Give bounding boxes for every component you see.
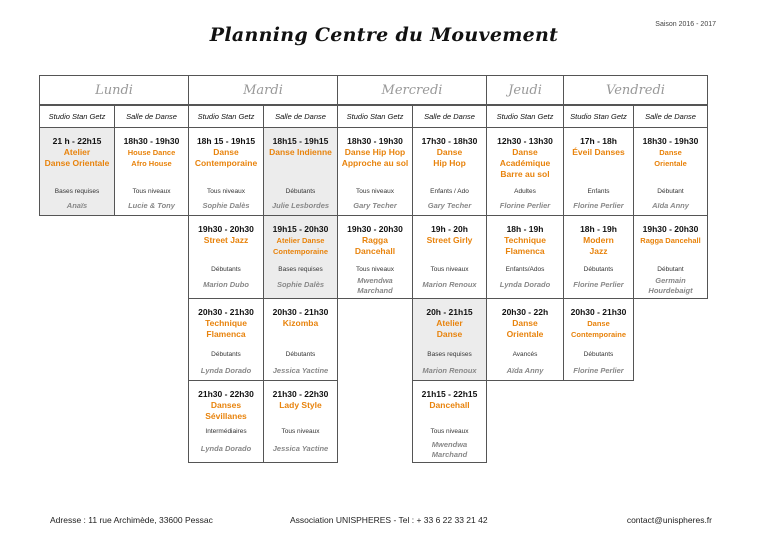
class-level: Adultes [514,188,536,195]
class-teacher: Julie Lesbordes [271,201,330,210]
class-cell [412,298,487,381]
class-level: Enfants [587,188,610,195]
class-cell [633,215,708,299]
class-teacher: Marion Renoux [422,280,477,289]
class-teacher: Florine Perlier [573,366,624,375]
class-level: Intermédiaires [205,428,247,435]
class-cell [188,298,264,381]
class-teacher: Gary Techer [427,201,472,210]
class-cell [486,298,564,381]
class-time: 21h30 - 22h30 [198,389,254,399]
class-teacher: Aïda Anny [506,366,544,375]
footer-email: contact@unispheres.fr [626,515,712,525]
class-cell [188,215,264,299]
class-name: House Dance Afro House [127,148,176,168]
class-name: Éveil Danses [572,147,625,157]
studio-header: Salle de Danse [114,105,189,128]
class-name: Atelier Danse Contemporaine [272,236,328,256]
class-cell [263,298,338,381]
studio-header: Studio Stan Getz [563,105,634,128]
class-name: Danse Orientale [506,318,544,339]
class-level: Débutant [657,266,684,273]
class-cell [188,380,264,463]
class-name: Technique Flamenca [504,235,546,256]
class-level: Débutants [583,351,614,358]
class-name: Ragga Dancehall [640,236,701,245]
class-cell [486,127,564,216]
class-cell [263,215,338,299]
class-name: Danse Hip Hop Approche au sol [341,147,409,168]
class-level: Tous niveaux [356,188,394,195]
day-header-mercredi: Mercredi [337,75,487,105]
class-cell [188,127,264,216]
class-cell [263,127,338,216]
class-name: Dancehall [429,400,470,410]
class-teacher: Florine Perlier [573,280,624,289]
class-level: Tous niveaux [430,266,469,273]
class-level: Débutants [211,266,241,273]
page-title: Planning Centre du Mouvement [209,24,559,46]
class-teacher: Sophie Dalès [202,201,250,210]
class-level: Tous niveaux [207,188,245,195]
class-level: Enfants/Ados [505,266,545,273]
class-name: Technique Flamenca [205,318,247,339]
class-cell [114,127,189,216]
class-teacher: Lynda Dorado [499,280,551,289]
class-teacher: Aïda Anny [652,201,689,210]
class-teacher: Florine Perlier [573,201,624,210]
class-teacher: Gary Techer [353,201,397,210]
class-teacher: Mwendwa Marchand [431,440,468,459]
class-time: 12h30 - 13h30 [497,136,553,146]
class-level: Débutant [657,188,684,195]
class-teacher: Germain Hourdebaigt [648,276,693,295]
class-cell [412,380,487,463]
class-teacher: Jessica Yactine [272,366,329,375]
season-label: Saison 2016 - 2017 [655,21,716,28]
class-teacher: Sophie Dalès [276,280,325,289]
class-level: Bases requises [278,266,323,273]
class-time: 18h 15 - 19h15 [196,136,256,146]
footer-address: Adresse : 11 rue Archimède, 33600 Pessac [50,515,213,525]
studio-header: Salle de Danse [412,105,487,128]
class-time: 18h - 19h [580,224,617,234]
class-time: 20h30 - 22h [501,307,549,317]
class-level: Avancés [512,351,538,358]
class-level: Bases requises [54,188,100,195]
class-level: Enfants / Ado [430,188,469,195]
class-name: Street Jazz [203,235,249,245]
class-cell [337,215,413,299]
class-cell [263,380,338,463]
day-header-vendredi: Vendredi [563,75,708,105]
class-time: 21 h - 22h15 [52,136,102,146]
class-cell [563,298,634,381]
class-time: 18h30 - 19h30 [347,136,403,146]
class-teacher: Lynda Dorado [200,444,252,453]
class-cell [412,127,487,216]
class-teacher: Jessica Yactine [272,444,329,453]
class-time: 18h30 - 19h30 [123,136,180,146]
class-name: Danses Sévillanes [205,400,247,421]
class-level: Débutants [211,351,241,358]
class-cell [563,215,634,299]
class-time: 21h30 - 22h30 [272,389,329,399]
class-name: Atelier Danse Orientale [44,147,110,168]
class-name: Kizomba [282,318,319,328]
studio-header: Salle de Danse [263,105,338,128]
class-time: 18h - 19h [506,224,544,234]
class-cell [633,127,708,216]
class-level: Débutants [285,188,316,195]
studio-header: Salle de Danse [633,105,708,128]
class-name: Lady Style [279,400,322,410]
studio-header: Studio Stan Getz [39,105,115,128]
class-teacher: Florine Perlier [499,201,551,210]
class-teacher: Anaïs [66,201,88,210]
day-header-lundi: Lundi [39,75,189,105]
class-name: Danse Académique Barre au sol [499,147,551,179]
class-teacher: Lynda Dorado [200,366,252,375]
class-time: 19h15 - 20h30 [272,224,329,234]
class-level: Débutants [583,266,614,273]
class-cell [337,127,413,216]
class-name: Danse Contemporaine [570,319,626,339]
class-level: Tous niveaux [430,428,469,435]
class-time: 17h30 - 18h30 [421,136,478,146]
class-time: 19h30 - 20h30 [642,224,699,234]
class-cell [563,127,634,216]
class-level: Débutants [285,351,316,358]
class-time: 19h - 20h [431,224,468,234]
class-time: 21h15 - 22h15 [421,389,478,399]
day-header-jeudi: Jeudi [486,75,564,105]
class-name: Danse Contemporaine [194,147,258,168]
class-time: 20h30 - 21h30 [570,307,627,317]
class-level: Bases requises [427,351,472,358]
class-time: 20h30 - 21h30 [272,307,329,317]
studio-header: Studio Stan Getz [188,105,264,128]
class-cell [486,215,564,299]
footer-association: Association UNISPHERES - Tel : + 33 6 22 33 21 42 [290,515,488,525]
class-teacher: Marion Dubo [203,280,249,289]
day-header-mardi: Mardi [188,75,338,105]
class-level: Tous niveaux [356,266,394,273]
class-time: 20h30 - 21h30 [198,307,254,317]
class-teacher: Mwendwa Marchand [357,276,393,295]
class-name: Danse Hip Hop [433,147,466,168]
class-name: Ragga Dancehall [354,235,396,256]
class-time: 19h30 - 20h30 [347,224,403,234]
class-time: 20h - 21h15 [426,307,473,317]
class-name: Modern Jazz [583,235,614,256]
class-name: Danse Indienne [269,147,332,157]
studio-header: Studio Stan Getz [486,105,564,128]
class-teacher: Lucie & Tony [128,201,175,210]
class-teacher: Marion Renoux [422,366,477,375]
class-time: 18h15 - 19h15 [272,136,329,146]
studio-header: Studio Stan Getz [337,105,413,128]
class-name: Atelier Danse [436,318,463,339]
class-name: Danse Orientale [654,148,687,168]
class-time: 18h30 - 19h30 [642,136,699,146]
class-level: Tous niveaux [281,428,320,435]
class-level: Tous niveaux [132,188,171,195]
class-cell [412,215,487,299]
class-name: Street Girly [426,235,473,245]
class-time: 19h30 - 20h30 [198,224,254,234]
class-cell [39,127,115,216]
class-time: 17h - 18h [580,136,617,146]
